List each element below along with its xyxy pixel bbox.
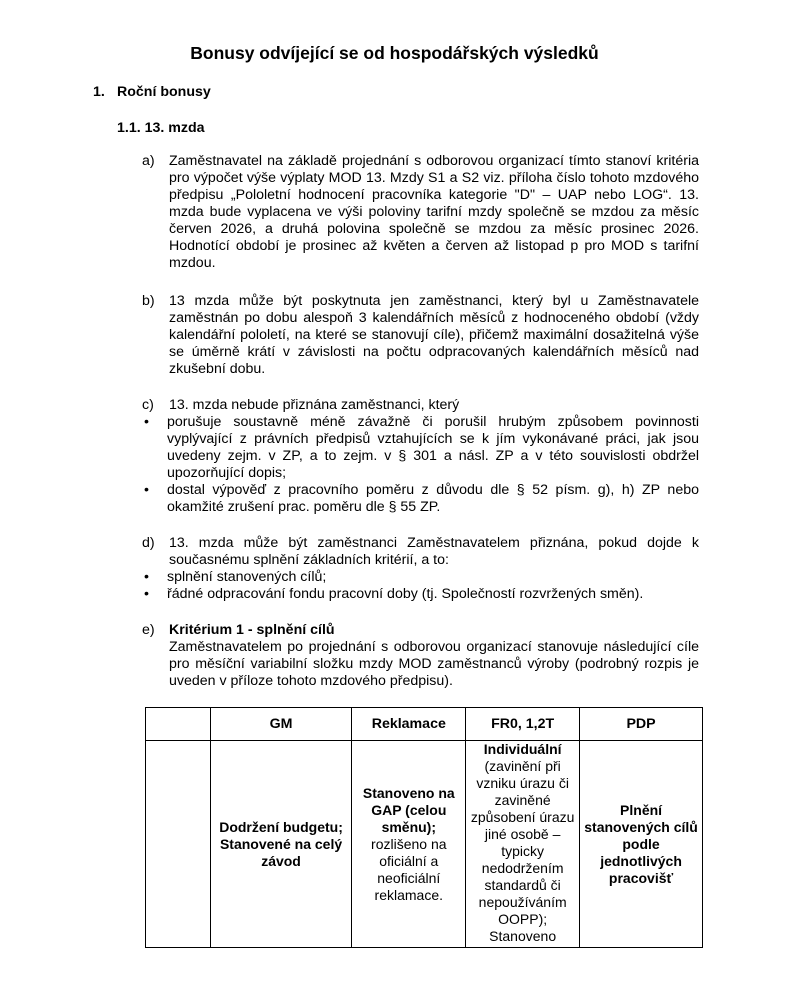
table-cell-fr0 xyxy=(466,741,580,948)
table-cell-pdp: Plnění stanovených cílů podle jednotlivých pracovišť xyxy=(580,741,703,948)
section-number: 1. xyxy=(93,84,105,100)
item-c xyxy=(142,397,699,516)
table-header xyxy=(146,708,211,741)
subsection-heading: 1.1. 13. mzda xyxy=(117,120,205,136)
item-a xyxy=(142,153,699,272)
item-label: e) xyxy=(142,622,155,638)
table-header: FR0, 1,2T xyxy=(466,708,580,741)
item-b xyxy=(142,293,699,378)
table-header: GM xyxy=(210,708,352,741)
table-header: Reklamace xyxy=(352,708,466,741)
table-header-row xyxy=(146,708,703,741)
section-heading xyxy=(93,84,211,101)
table-cell xyxy=(146,741,211,948)
item-text: Zaměstnavatel na základě projednání s odborovou organizací tímto stanoví kritéria pro výpočet výše výplaty MOD 13. Mzdy S1 a S2 viz. příloha číslo tohoto mzdového předpisu „Pololetní hodnocení pracovníka kategorie "D" – UAP nebo LOG“. 13. mzda bude vyplacena ve výši poloviny tarifní mzdy společně se mzdou za měsíc červen 2026, a druhá polovina společně se mzdou za měsíc prosinec 2026. Hodnotící období je prosinec až květen a červen až listopad p pro MOD s tarifní mzdou. xyxy=(169,153,699,271)
list-item: • řádné odpracování fondu pracovní doby (tj. Společností rozvržených směn). xyxy=(144,586,644,602)
criteria-table xyxy=(145,707,703,948)
bullet-icon: • xyxy=(144,586,149,602)
item-label: a) xyxy=(142,153,155,169)
list-item: • splnění stanovených cílů; xyxy=(144,569,327,585)
bullet-list xyxy=(142,569,699,603)
item-label: d) xyxy=(142,535,155,551)
item-label: b) xyxy=(142,293,155,309)
item-label: c) xyxy=(142,397,154,413)
table-header: PDP xyxy=(580,708,703,741)
table-cell-gm: Dodržení budgetu; Stanovené na celý závod xyxy=(210,741,352,948)
item-text: 13 mzda může být poskytnuta jen zaměstnanci, který byl u Zaměstnavatele zaměstnán po dobu alespoň 3 kalendářních měsíců z hodnoceného období (vždy kalendářní pololetí, na které se stanovují cíle), přičemž maximální dosažitelná výše se úměrně krátí v závislosti na počtu odpracovaných kalendářních měsíců nad zkušební dobu. xyxy=(169,293,699,377)
list-item: • dostal výpověď z pracovního poměru z důvodu dle § 52 písm. g), h) ZP nebo okamžité zrušení prac. poměru dle § 55 ZP. xyxy=(144,482,699,515)
table-row xyxy=(146,741,703,948)
bullet-icon: • xyxy=(144,569,149,585)
bullet-icon: • xyxy=(144,414,149,430)
fr0-bold: Individuální xyxy=(483,741,562,757)
item-text: 13. mzda nebude přiznána zaměstnanci, který xyxy=(169,397,460,413)
section-title: Roční bonusy xyxy=(117,84,211,100)
item-text: Zaměstnavatelem po projednání s odborovou organizací stanovuje následující cíle pro měsíční variabilní složku mzdy MOD zaměstnanců výroby (podrobný rozpis je uveden v příloze tohoto mzdového předpisu). xyxy=(169,639,699,689)
item-d xyxy=(142,535,699,603)
bullet-list xyxy=(142,414,699,516)
bullet-icon: • xyxy=(144,482,149,498)
reklamace-text: rozlišeno na oficiální a neoficiální reklamace. xyxy=(371,835,447,903)
table-cell-reklamace xyxy=(352,741,466,948)
list-item: • porušuje soustavně méně závažně či porušil hrubým způsobem povinnosti vyplývající z právních předpisů vztahujících se k jím vykonávané práci, jak jsou uvedeny zejm. v ZP, a to zejm. v § 301 a násl. ZP a v této souvislosti obdržel upozorňující dopis; xyxy=(144,414,699,481)
reklamace-bold: Stanoveno na GAP (celou směnu); xyxy=(362,784,455,835)
fr0-text: (zavinění při vzniku úrazu či zaviněné způsobení úrazu jiné osobě – typicky nedodržením standardů či nepoužíváním OOPP); Stanoveno xyxy=(470,758,575,944)
page-title: Bonusy odvíjející se od hospodářských výsledků xyxy=(190,43,599,63)
item-e xyxy=(142,622,699,690)
item-text: 13. mzda může být zaměstnanci Zaměstnavatelem přiznána, pokud dojde k současnému splnění základních kritérií, a to: xyxy=(169,535,699,568)
criterion-heading: Kritérium 1 - splnění cílů xyxy=(169,622,335,638)
